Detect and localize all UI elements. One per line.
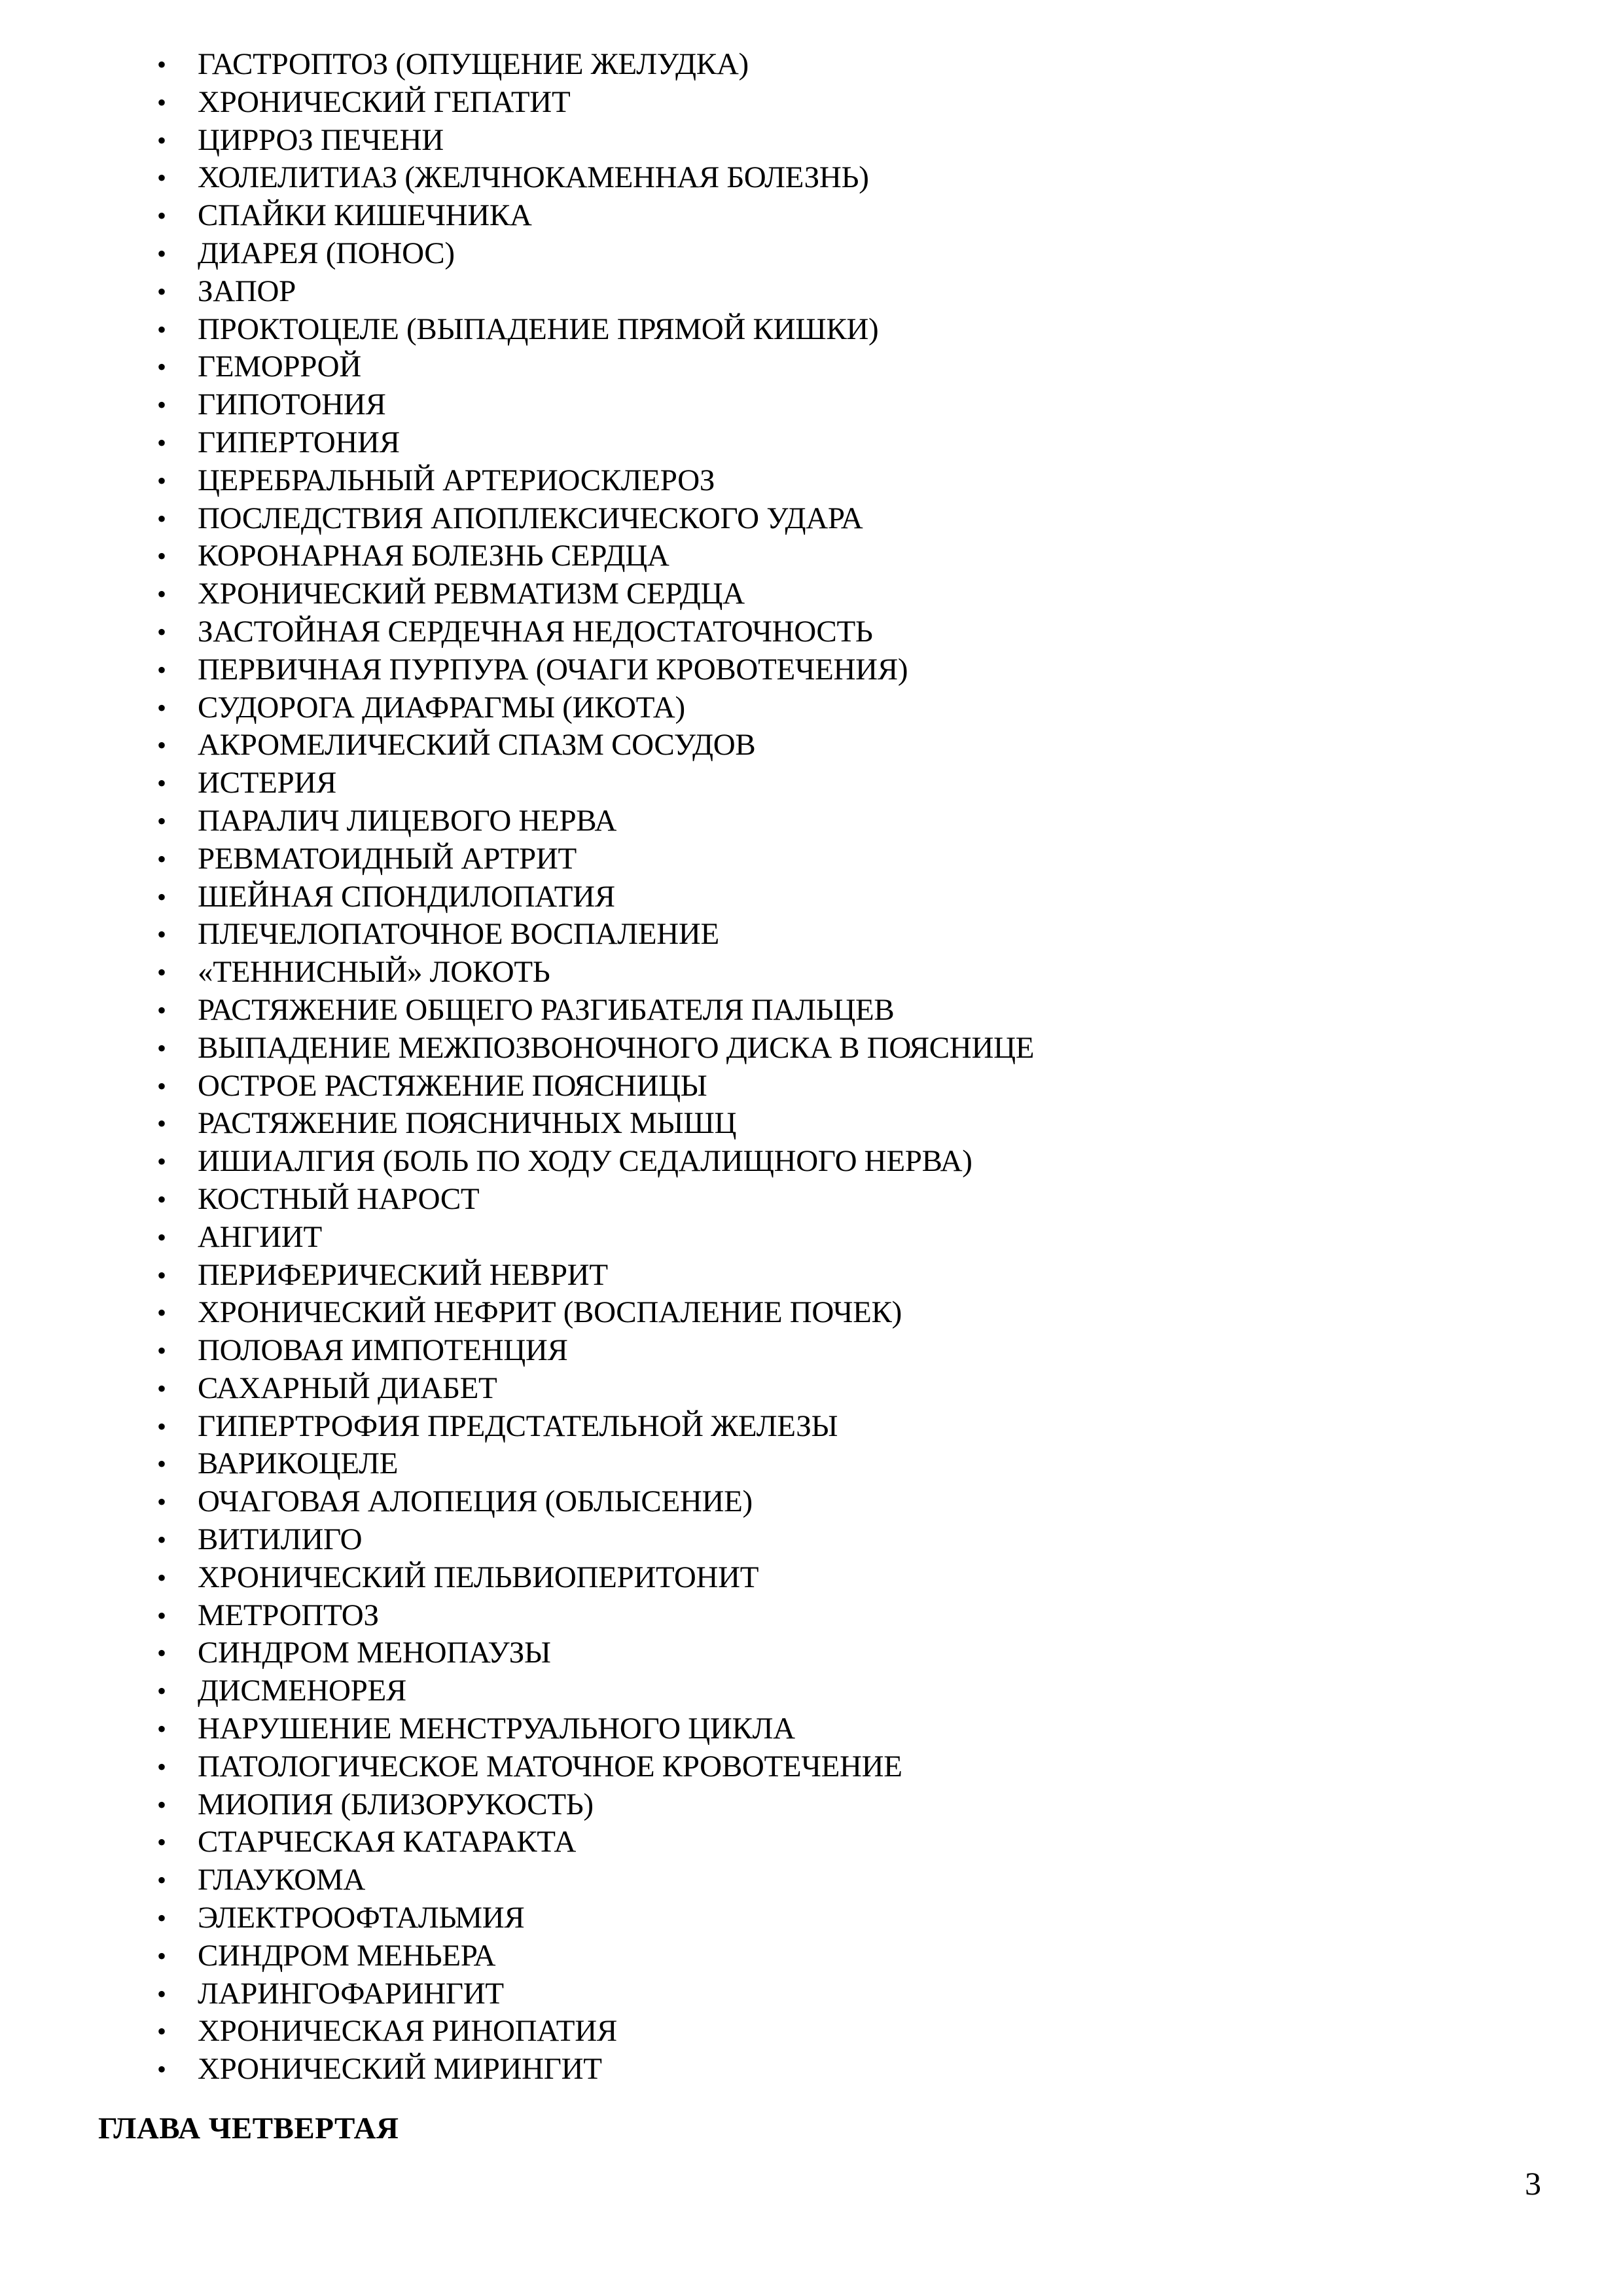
bullet-icon: •	[157, 920, 167, 950]
list-item-text: ПЕРИФЕРИЧЕСКИЙ НЕВРИТ	[198, 1257, 608, 1292]
list-item-text: ПРОКТОЦЕЛЕ (ВЫПАДЕНИЕ ПРЯМОЙ КИШКИ)	[198, 312, 879, 346]
list-item-text: АНГИИТ	[198, 1219, 322, 1254]
list-item-text: ОЧАГОВАЯ АЛОПЕЦИЯ (ОБЛЫСЕНИЕ)	[198, 1484, 753, 1519]
list-item-text: ХРОНИЧЕСКИЙ ПЕЛЬВИОПЕРИТОНИТ	[198, 1560, 759, 1594]
list-item-text: ХРОНИЧЕСКИЙ НЕФРИТ (ВОСПАЛЕНИЕ ПОЧЕК)	[198, 1295, 902, 1330]
list-item-text: ХРОНИЧЕСКИЙ МИРИНГИТ	[198, 2052, 602, 2087]
list-item-text: ПАТОЛОГИЧЕСКОЕ МАТОЧНОЕ КРОВОТЕЧЕНИЕ	[198, 1749, 902, 1784]
list-item-text: НАРУШЕНИЕ МЕНСТРУАЛЬНОГО ЦИКЛА	[198, 1712, 795, 1746]
bullet-icon: •	[157, 1676, 167, 1706]
bullet-icon: •	[157, 465, 167, 495]
bullet-icon: •	[157, 1562, 167, 1592]
list-item-text: МЕТРОПТОЗ	[198, 1598, 379, 1632]
list-item-text: ЭЛЕКТРООФТАЛЬМИЯ	[198, 1901, 525, 1935]
bullet-icon: •	[157, 427, 167, 457]
list-item-text: ГИПОТОНИЯ	[198, 387, 386, 422]
list-item-text: ВЫПАДЕНИЕ МЕЖПОЗВОНОЧНОГО ДИСКА В ПОЯСНИЦЕ	[198, 1030, 1035, 1065]
bullet-icon: •	[157, 125, 167, 155]
bullet-icon: •	[157, 1336, 167, 1366]
bullet-icon: •	[157, 1222, 167, 1252]
bullet-icon: •	[157, 1714, 167, 1744]
bullet-icon: •	[157, 806, 167, 836]
bullet-icon: •	[157, 1487, 167, 1517]
list-item-text: СИНДРОМ МЕНЬЕРА	[198, 1938, 496, 1973]
bullet-icon: •	[157, 390, 167, 420]
list-item-text: ХРОНИЧЕСКАЯ РИНОПАТИЯ	[198, 2014, 617, 2049]
list-item-text: СУДОРОГА ДИАФРАГМЫ (ИКОТА)	[198, 690, 685, 725]
list-item-text: КОСТНЫЙ НАРОСТ	[198, 1181, 480, 1216]
bullet-icon: •	[157, 1411, 167, 1441]
bullet-icon: •	[157, 1525, 167, 1555]
bullet-icon: •	[157, 541, 167, 571]
bullet-icon: •	[157, 579, 167, 609]
bullet-icon: •	[157, 1600, 167, 1630]
list-item-text: ДИАРЕЯ (ПОНОС)	[198, 236, 455, 270]
list-item-text: ГАСТРОПТОЗ (ОПУЩЕНИЕ ЖЕЛУДКА)	[198, 47, 749, 81]
bullet-icon: •	[157, 201, 167, 231]
list-item-text: ЦИРРОЗ ПЕЧЕНИ	[198, 122, 444, 157]
bullet-icon: •	[157, 1260, 167, 1290]
bullet-icon: •	[157, 1827, 167, 1857]
list-item-text: ПАРАЛИЧ ЛИЦЕВОГО НЕРВА	[198, 803, 617, 838]
list-item-text: ИСТЕРИЯ	[198, 766, 337, 800]
list-item-text: ДИСМЕНОРЕЯ	[198, 1674, 406, 1708]
list-item-text: РАСТЯЖЕНИЕ ОБЩЕГО РАЗГИБАТЕЛЯ ПАЛЬЦЕВ	[198, 992, 895, 1027]
bullet-icon: •	[157, 1941, 167, 1971]
bullet-icon: •	[157, 87, 167, 117]
page-number: 3	[1525, 2165, 1541, 2202]
bullet-icon: •	[157, 1147, 167, 1177]
list-item-text: «ТЕННИСНЫЙ» ЛОКОТЬ	[198, 955, 550, 990]
bullet-icon: •	[157, 2054, 167, 2085]
list-item-text: ГЕМОРРОЙ	[198, 350, 361, 384]
bullet-icon: •	[157, 314, 167, 344]
bullet-icon: •	[157, 692, 167, 723]
list-item-text: ИШИАЛГИЯ (БОЛЬ ПО ХОДУ СЕДАЛИЩНОГО НЕРВА)	[198, 1144, 972, 1179]
bullet-icon: •	[157, 503, 167, 533]
list-item-text: ВИТИЛИГО	[198, 1522, 363, 1557]
bullet-icon: •	[157, 730, 167, 761]
bullet-icon: •	[157, 617, 167, 647]
list-item-text: ПЛЕЧЕЛОПАТОЧНОЕ ВОСПАЛЕНИЕ	[198, 917, 719, 952]
list-item-text: АКРОМЕЛИЧЕСКИЙ СПАЗМ СОСУДОВ	[198, 728, 756, 762]
bullet-icon: •	[157, 1109, 167, 1139]
bullet-icon: •	[157, 276, 167, 306]
bullet-icon: •	[157, 352, 167, 382]
list-item-text: ПОЛОВАЯ ИМПОТЕНЦИЯ	[198, 1333, 568, 1368]
bullet-icon: •	[157, 1865, 167, 1895]
list-item-text: ЦЕРЕБРАЛЬНЫЙ АРТЕРИОСКЛЕРОЗ	[198, 463, 715, 497]
bullet-icon: •	[157, 882, 167, 912]
list-item-text: ПОСЛЕДСТВИЯ АПОПЛЕКСИЧЕСКОГО УДАРА	[198, 501, 863, 535]
bullet-icon: •	[157, 1298, 167, 1328]
list-item-text: СИНДРОМ МЕНОПАУЗЫ	[198, 1636, 551, 1670]
chapter-heading: ГЛАВА ЧЕТВЕРТАЯ	[98, 2111, 399, 2145]
bullet-icon: •	[157, 655, 167, 685]
bullet-icon: •	[157, 50, 167, 79]
list-item-text: ХОЛЕЛИТИАЗ (ЖЕЛЧНОКАМЕННАЯ БОЛЕЗНЬ)	[198, 160, 869, 195]
bullet-icon: •	[157, 1071, 167, 1101]
list-item-text: ГИПЕРТРОФИЯ ПРЕДСТАТЕЛЬНОЙ ЖЕЛЕЗЫ	[198, 1408, 838, 1443]
list-item-text: ОСТРОЕ РАСТЯЖЕНИЕ ПОЯСНИЦЫ	[198, 1068, 707, 1103]
list-item-text: ЛАРИНГОФАРИНГИТ	[198, 1976, 504, 2011]
list-item-text: ЗАСТОЙНАЯ СЕРДЕЧНАЯ НЕДОСТАТОЧНОСТЬ	[198, 614, 873, 649]
list-item-text: ГИПЕРТОНИЯ	[198, 425, 400, 459]
list-item-text: РАСТЯЖЕНИЕ ПОЯСНИЧНЫХ МЫШЦ	[198, 1106, 737, 1141]
bullet-icon: •	[157, 1751, 167, 1782]
bullet-icon: •	[157, 2017, 167, 2047]
list-item-text: ЗАПОР	[198, 274, 296, 308]
bullet-icon: •	[157, 768, 167, 798]
bullet-icon: •	[157, 1979, 167, 2009]
list-item-text: КОРОНАРНАЯ БОЛЕЗНЬ СЕРДЦА	[198, 539, 669, 573]
bullet-icon: •	[157, 958, 167, 988]
list-item-text: СТАРЧЕСКАЯ КАТАРАКТА	[198, 1825, 576, 1859]
bullet-icon: •	[157, 1903, 167, 1933]
list-item-text: СПАЙКИ КИШЕЧНИКА	[198, 198, 532, 233]
bullet-icon: •	[157, 1373, 167, 1403]
list-item-text: МИОПИЯ (БЛИЗОРУКОСТЬ)	[198, 1787, 594, 1821]
bullet-icon: •	[157, 1449, 167, 1479]
list-item-text: САХАРНЫЙ ДИАБЕТ	[198, 1371, 497, 1405]
list-item-text: ГЛАУКОМА	[198, 1863, 366, 1897]
bullet-icon: •	[157, 1033, 167, 1063]
list-item-text: ХРОНИЧЕСКИЙ РЕВМАТИЗМ СЕРДЦА	[198, 577, 745, 611]
bullet-icon: •	[157, 1184, 167, 1214]
list-item-text: РЕВМАТОИДНЫЙ АРТРИТ	[198, 841, 577, 876]
bullet-icon: •	[157, 844, 167, 874]
list-item-text: ВАРИКОЦЕЛЕ	[198, 1446, 399, 1481]
list-item-text: ХРОНИЧЕСКИЙ ГЕПАТИТ	[198, 84, 571, 119]
list-item-text: ШЕЙНАЯ СПОНДИЛОПАТИЯ	[198, 879, 615, 914]
list-item-text: ПЕРВИЧНАЯ ПУРПУРА (ОЧАГИ КРОВОТЕЧЕНИЯ)	[198, 652, 908, 687]
bullet-icon: •	[157, 238, 167, 268]
bullet-icon: •	[157, 163, 167, 193]
bullet-icon: •	[157, 1638, 167, 1668]
bullet-icon: •	[157, 1789, 167, 1820]
bullet-icon: •	[157, 995, 167, 1025]
